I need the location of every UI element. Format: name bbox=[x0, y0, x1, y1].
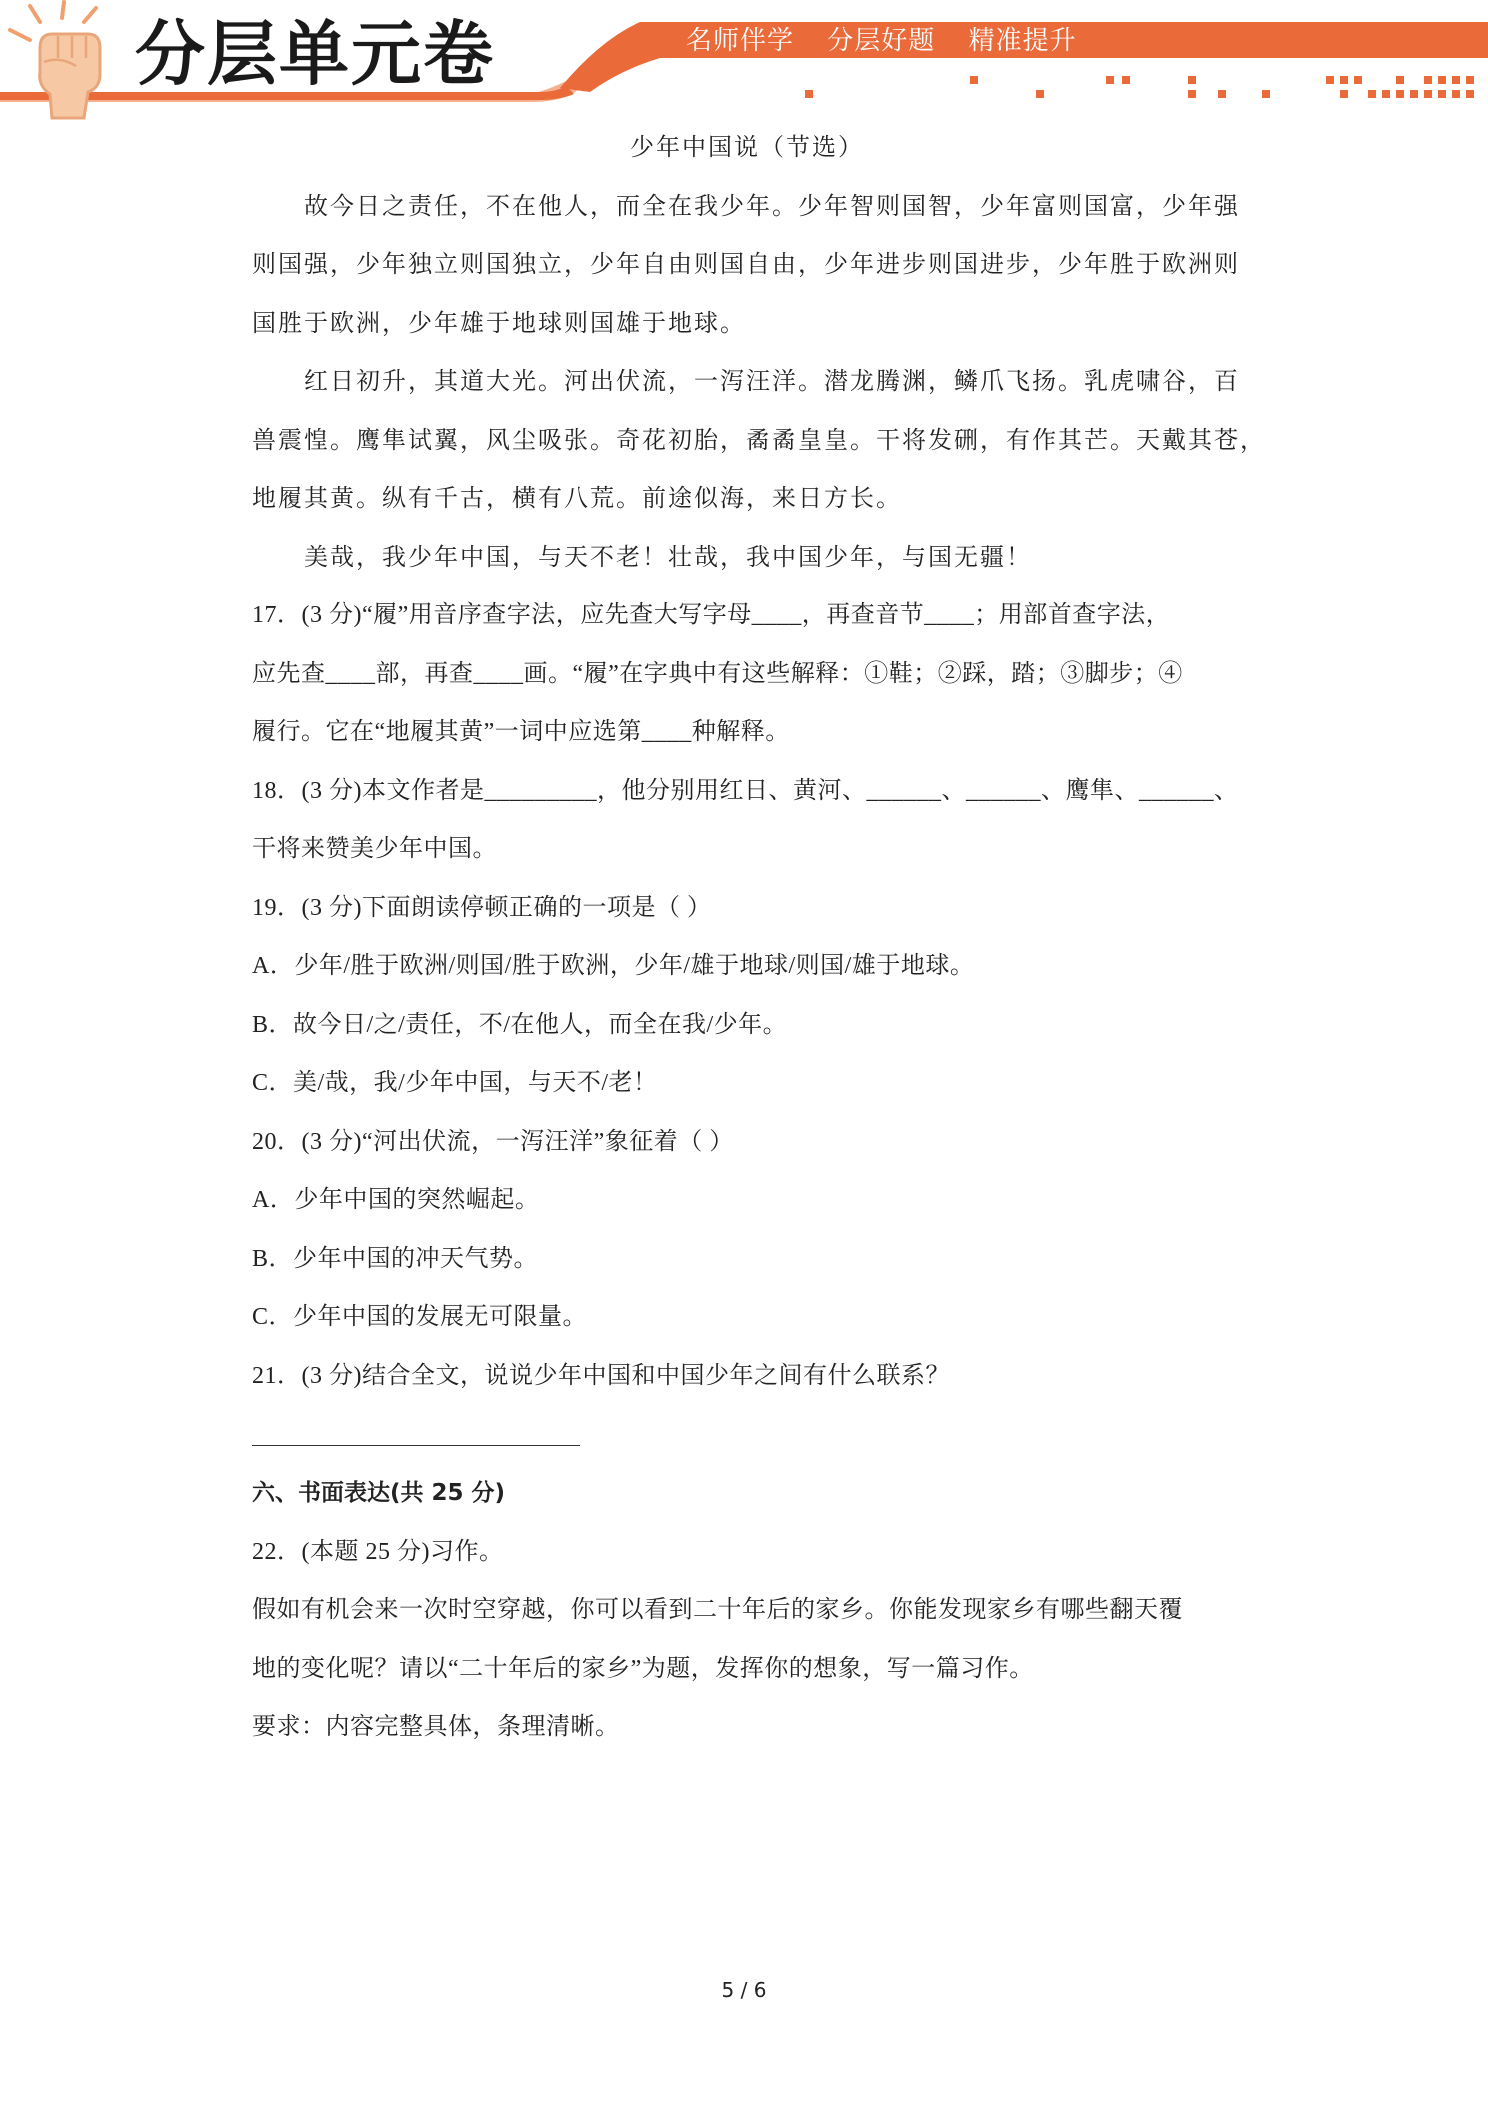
question-stem: 20．(3 分)“河出伏流，一泻汪洋”象征着（ ） bbox=[252, 1128, 734, 1155]
question-22 bbox=[252, 1523, 1242, 1757]
page-header bbox=[0, 0, 1488, 120]
document-body bbox=[252, 118, 1266, 1757]
question-17 bbox=[252, 586, 1242, 762]
option-c: C．少年中国的发展无可限量。 bbox=[252, 1304, 588, 1330]
question-line: 地的变化呢？请以“二十年后的家乡”为题，发挥你的想象，写一篇习作。 bbox=[252, 1655, 1034, 1682]
passage-line: 国胜于欧洲，少年雄于地球则国雄于地球。 bbox=[252, 308, 746, 337]
question-19 bbox=[252, 879, 1242, 1113]
option-b: B．少年中国的冲天气势。 bbox=[252, 1245, 539, 1272]
question-stem: 19．(3 分)下面朗读停顿正确的一项是（ ） bbox=[252, 894, 712, 921]
slogan-3: 精准提升 bbox=[968, 26, 1077, 56]
question-line: 18．(3 分)本文作者是_________，他分别用红日、黄河、______、______、鹰隼、______、 bbox=[252, 777, 1239, 804]
passage-line: 红日初升，其道大光。河出伏流，一泻汪洋。潜龙腾渊，鳞爪飞扬。乳虎啸谷，百 bbox=[304, 367, 1240, 395]
question-20 bbox=[252, 1113, 1242, 1347]
header-slogans bbox=[686, 20, 1101, 57]
slogan-2: 分层好题 bbox=[827, 26, 936, 56]
option-a: A．少年/胜于欧洲/则国/胜于欧洲，少年/雄于地球/则国/雄于地球。 bbox=[252, 953, 975, 979]
option-c: C．美/哉，我/少年中国，与天不/老！ bbox=[252, 1070, 658, 1096]
question-line: 干将来赞美少年中国。 bbox=[252, 836, 497, 862]
slogan-1: 名师伴学 bbox=[686, 26, 795, 56]
passage-paragraph-2 bbox=[252, 352, 1266, 528]
question-line: 履行。它在“地履其黄”一词中应选第____种解释。 bbox=[252, 719, 790, 745]
page-number: 5 / 6 bbox=[721, 1978, 767, 2002]
question-line: 17．(3 分)“履”用音序查字法，应先查大写字母____，再查音节____；用部首查字法， bbox=[252, 602, 1171, 628]
requirement: 要求：内容完整具体，条理清晰。 bbox=[252, 1714, 620, 1740]
raised-fist-icon bbox=[0, 0, 130, 120]
passage-line: 兽震惶。鹰隼试翼，风尘吸张。奇花初胎，矞矞皇皇。干将发硎，有作其芒。天戴其苍， bbox=[252, 425, 1266, 454]
question-stem: 22．(本题 25 分)习作。 bbox=[252, 1538, 504, 1565]
question-stem: 21．(3 分)结合全文，说说少年中国和中国少年之间有什么联系？ bbox=[252, 1362, 950, 1389]
question-21 bbox=[252, 1347, 1242, 1447]
decorative-dots bbox=[805, 76, 1474, 98]
question-line: 假如有机会来一次时空穿越，你可以看到二十年后的家乡。你能发现家乡有哪些翻天覆 bbox=[252, 1597, 1183, 1623]
passage-line: 则国强，少年独立则国独立，少年自由则国自由，少年进步则国进步，少年胜于欧洲则 bbox=[252, 250, 1240, 278]
passage-paragraph-1 bbox=[252, 177, 1242, 353]
option-a: A．少年中国的突然崛起。 bbox=[252, 1187, 540, 1213]
question-18 bbox=[252, 762, 1242, 879]
passage-line: 地履其黄。纵有千古，横有八荒。前途似海，来日方长。 bbox=[252, 484, 902, 512]
brand-title: 分层单元卷 bbox=[135, 13, 495, 95]
passage-line: 故今日之责任，不在他人，而全在我少年。少年智则国智，少年富则国富，少年强 bbox=[304, 191, 1240, 220]
option-b: B．故今日/之/责任，不/在他人，而全在我/少年。 bbox=[252, 1011, 788, 1038]
question-line: 应先查____部，再查____画。“履”在字典中有这些解释：①鞋；②踩，踏；③脚步；④ bbox=[252, 660, 1183, 687]
answer-line bbox=[252, 1405, 580, 1446]
passage-title: 少年中国说（节选） bbox=[630, 133, 864, 161]
section-heading: 六、书面表达(共 25 分) bbox=[252, 1480, 506, 1506]
passage-paragraph-3: 美哉，我少年中国，与天不老！壮哉，我中国少年，与国无疆！ bbox=[304, 542, 1032, 571]
